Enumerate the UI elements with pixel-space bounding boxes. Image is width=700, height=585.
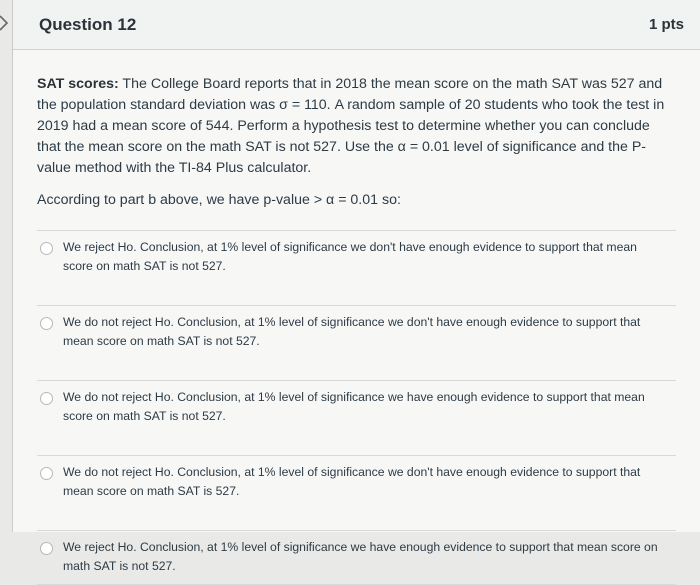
radio-button[interactable] (40, 542, 53, 555)
prompt-bold-label: SAT scores: (37, 76, 119, 92)
radio-button[interactable] (40, 242, 53, 255)
sub-question: According to part b above, we have p-value > α = 0.01 so: (37, 192, 401, 208)
answer-option-5[interactable] (37, 530, 676, 585)
answer-label: We do not reject Ho. Conclusion, at 1% level of significance we have enough evidence to support that mean score on math SAT is not 527. (63, 390, 645, 423)
answer-label: We do not reject Ho. Conclusion, at 1% level of significance we don't have enough evidence to support that mean score on math SAT is not 527. (63, 315, 641, 348)
question-card (12, 0, 700, 573)
answer-label: We do not reject Ho. Conclusion, at 1% level of significance we don't have enough evidence to support that mean score on math SAT is 527. (63, 465, 641, 498)
question-points: 1 pts (648, 16, 684, 33)
question-body (13, 50, 700, 585)
radio-button[interactable] (40, 317, 53, 330)
answer-option-2[interactable] (37, 305, 676, 359)
question-title: Question 12 (39, 14, 137, 34)
answer-option-1[interactable] (37, 230, 676, 284)
question-header (13, 0, 700, 50)
answer-option-4[interactable] (37, 455, 676, 509)
radio-button[interactable] (40, 467, 53, 480)
question-prompt (37, 74, 676, 179)
answer-label: We reject Ho. Conclusion, at 1% level of significance we don't have enough evidence to support that mean score on math SAT is not 527. (63, 240, 637, 273)
answer-label: We reject Ho. Conclusion, at 1% level of significance we have enough evidence to support that mean score on math SAT is not 527. (63, 540, 658, 573)
answer-option-3[interactable] (37, 380, 676, 434)
prompt-text: The College Board reports that in 2018 the mean score on the math SAT was 527 and the population standard deviation was σ = 110. A random sample of 20 students who took the test in 2019 had a mean score of 544. Perform a hypothesis test to determine whether you can conclude that the mean score on the math SAT is not 527. Use the α = 0.01 level of significance and the P-value method with the TI-84 Plus calculator. (37, 76, 665, 176)
radio-button[interactable] (40, 392, 53, 405)
